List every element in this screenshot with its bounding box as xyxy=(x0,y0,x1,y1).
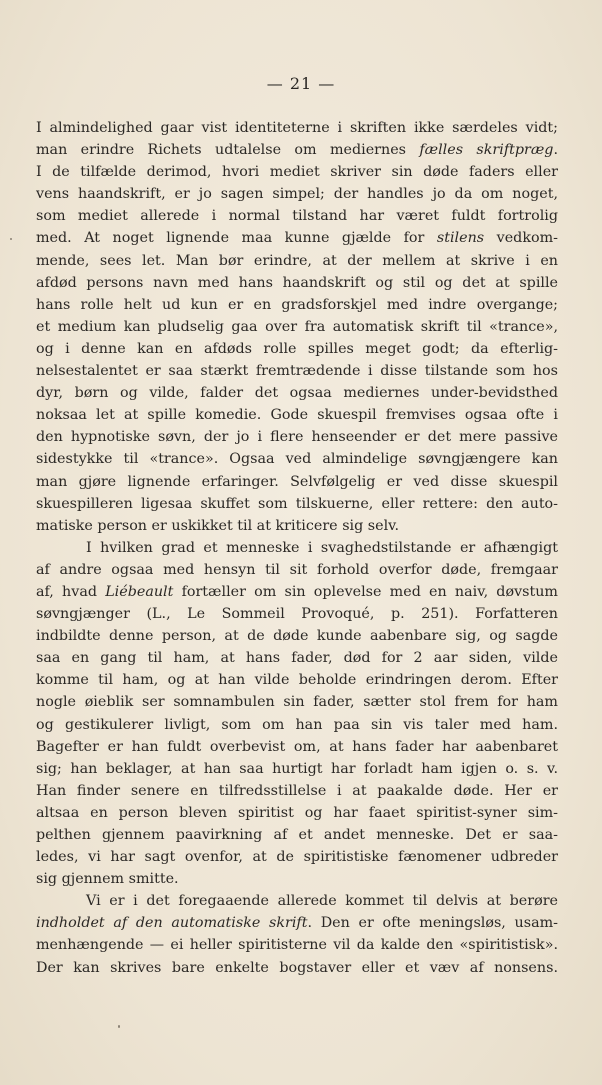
text-line: ledes, vi har sagt ovenfor, at de spiritistiske fænomener udbreder xyxy=(36,849,558,866)
text-line: Bagefter er han fuldt overbevist om, at hans fader har aabenbaret xyxy=(36,738,558,755)
text-line: nogle øieblik ser somnambulen sin fader, sætter stol frem for ham xyxy=(36,694,558,711)
text-line xyxy=(36,227,558,249)
text-line: altsaa en person bleven spiritist og har faaet spiritist-syner sim- xyxy=(36,804,558,821)
text-segment: af, hvad xyxy=(36,583,106,600)
text-line: mende, sees let. Man bør erindre, at der mellem at skrive i en xyxy=(36,252,558,269)
text-segment: man erindre Richets udtalelse om mediernes xyxy=(36,142,420,159)
italic-term: Liébeault xyxy=(105,583,174,600)
text-line: som mediet allerede i normal tilstand har været fuldt fortrolig xyxy=(36,208,558,225)
text-line: hans rolle helt ud kun er en gradsforskjel med indre overgange; xyxy=(36,296,558,313)
text-line: saa en gang til ham, at hans fader, død for 2 aar siden, vilde xyxy=(36,650,558,667)
text-line: menhængende — ei heller spiritisterne vil da kalde den «spiritistisk». xyxy=(36,937,558,954)
text-line: nelsestalentet er saa stærkt fremtrædende i disse tilstande som hos xyxy=(36,363,558,380)
text-line: matiske person er uskikket til at kriticere sig selv. xyxy=(36,517,400,534)
text-line: sig gjennem smitte. xyxy=(36,871,179,888)
text-line: pelthen gjennem paavirkning af et andet menneske. Det er saa- xyxy=(36,827,558,843)
text-line: Der kan skrives bare enkelte bogstaver eller et væv af nonsens. xyxy=(36,959,558,976)
text-line: af andre ogsaa med hensyn til sit forhold overfor døde, fremgaar xyxy=(36,561,558,578)
text-line: afdød persons navn med hans haandskrift og stil og det at spille xyxy=(36,274,558,291)
text-line xyxy=(36,912,558,934)
text-line: I hvilken grad et menneske i svaghedstilstande er afhængigt xyxy=(86,539,558,556)
text-line: sig; han beklager, at han saa hurtigt har forladt ham igjen o. s. v. xyxy=(36,760,558,777)
text-line: vens haandskrift, er jo sagen simpel; der handles jo da om noget, xyxy=(36,186,558,203)
page-number: — 21 — xyxy=(266,74,336,93)
text-segment: vedkom- xyxy=(484,230,558,247)
text-line: sidestykke til «trance». Ogsaa ved almindelige søvngjængere kan xyxy=(36,451,558,468)
body-text xyxy=(36,117,558,979)
text-line xyxy=(36,139,558,161)
text-line: I almindelighed gaar vist identiteterne i skriften ikke særdeles vidt; xyxy=(36,120,558,136)
text-line: man gjøre lignende erfaringer. Selvfølgelig er ved disse skuespil xyxy=(36,473,558,490)
text-line: den hypnotiske søvn, der jo i flere henseender er det mere passive xyxy=(36,429,558,446)
italic-term: fælles skriftpræg xyxy=(419,142,554,159)
text-line: noksaa let at spille komedie. Gode skuespil fremvises ogsaa ofte i xyxy=(36,407,558,424)
italic-term: stilens xyxy=(436,230,485,247)
text-line: komme til ham, og at han vilde beholde erindringen derom. Efter xyxy=(36,672,558,689)
text-line: skuespilleren ligesaa skuffet som tilskuerne, eller rettere: den auto- xyxy=(36,495,558,512)
italic-term: indholdet af den automatiske skrift xyxy=(36,915,308,932)
text-line: Vi er i det foregaaende allerede kommet til delvis at berøre xyxy=(86,893,558,910)
text-line: og i denne kan en afdøds rolle spilles meget godt; da efterlig- xyxy=(36,340,558,357)
text-segment: . Den er ofte meningsløs, usam- xyxy=(307,915,559,932)
text-line: dyr, børn og vilde, falder det ogsaa mediernes under-bevidsthed xyxy=(36,385,558,402)
text-line: et medium kan pludselig gaa over fra automatisk skrift til «trance», xyxy=(36,318,558,335)
text-line: indbildte denne person, at de døde kunde aabenbare sig, og sagde xyxy=(36,628,558,645)
text-line xyxy=(36,581,558,603)
text-line: søvngjænger (L., Le Sommeil Provoqué, p. 251). Forfatteren xyxy=(36,606,558,623)
text-segment: fortæller om sin oplevelse med en naiv, døvstum xyxy=(173,583,558,600)
text-line: og gestikulerer livligt, som om han paa sin vis taler med ham. xyxy=(36,716,558,733)
text-line: I de tilfælde derimod, hvori mediet skriver sin døde faders eller xyxy=(36,164,558,181)
paper-speck xyxy=(118,1025,120,1028)
text-segment: . xyxy=(553,142,558,159)
text-line: Han finder senere en tilfredsstillelse i at paakalde døde. Her er xyxy=(36,782,558,799)
text-segment: med. At noget lignende maa kunne gjælde for xyxy=(36,230,437,247)
paper-speck xyxy=(10,238,12,240)
